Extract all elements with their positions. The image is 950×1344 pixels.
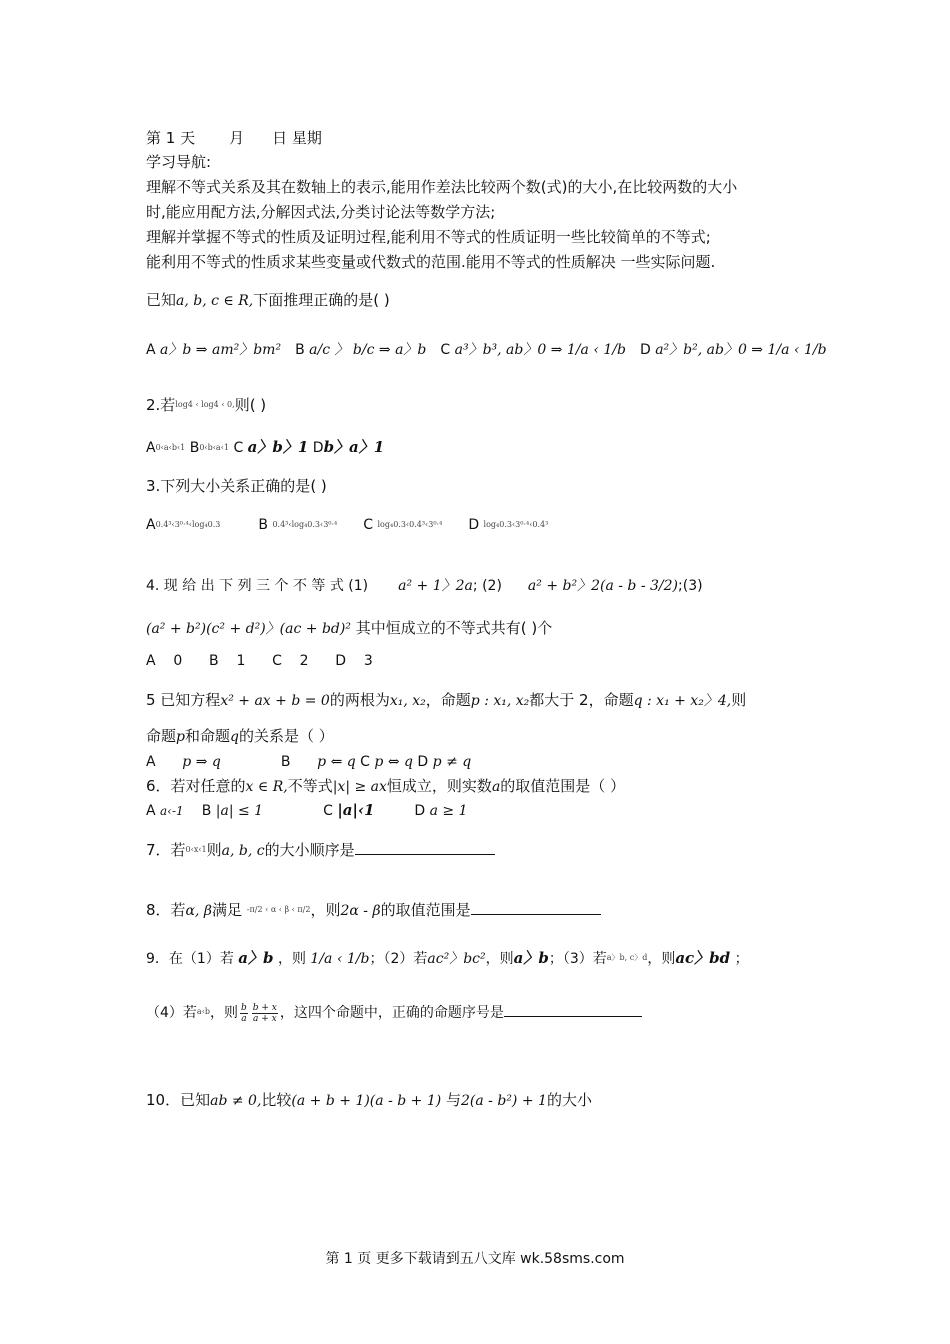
question-9-line-1 [146,948,749,969]
q3-option-c[interactable] [363,515,442,535]
q2-option-c[interactable] [233,437,308,458]
q7-condition: 0‹x‹1 [185,845,207,854]
option-math: |a| ≤ 1 [215,803,264,819]
option-math: 0.4³‹log₄0.3‹3⁰·⁴ [272,520,338,529]
q8-text: 8．若 [146,901,186,919]
option-label: A [146,653,156,669]
question-2-options [146,437,384,458]
q5-text: ，命题 [425,691,471,709]
day-header [146,128,322,148]
q6-math: x ∈ R, [245,779,288,795]
q10-math: 2(a - b²) + 1 [461,1093,547,1109]
question-6-stem [146,776,625,797]
option-math: p ⇒ q [182,754,221,770]
q9-condition: a‹b [196,1007,211,1016]
q5-prop-q: q : x₁ + x₂〉4, [633,693,732,709]
q9-text: 9．在（1）若 [146,951,234,967]
q9-text: ，则 [647,951,676,967]
q6-option-d[interactable] [414,801,467,821]
option-label: C [323,803,333,819]
q4-option-c[interactable] [272,651,309,671]
option-math: log₄0.3‹0.4³‹3⁰·⁴ [377,520,443,529]
q5-roots: x₁, x₂ [389,693,426,709]
q10-text: 比较 [261,1091,292,1109]
q4-suffix: 其中恒成立的不等式共有( )个 [355,619,553,637]
question-8 [146,900,601,921]
q9-text: ，这四个命题中，正确的命题序号是 [279,1005,504,1021]
guide-line: 理解并掌握不等式的性质及证明过程,能利用不等式的性质证明一些比较简单的不等式; [146,228,711,246]
guide-title: 学习导航: [146,153,212,171]
option-label: D [312,440,324,456]
option-label: B [280,754,291,770]
question-3-options [146,515,548,535]
option-math: a³〉b³, ab〉0 ⇒ 1/a ‹ 1/b [454,342,626,358]
option-label: D [335,653,347,669]
option-label: D [468,517,480,533]
option-label: A [146,440,156,456]
q4-inequality-3: (a² + b²)(c² + d²)〉(ac + bd)² [146,621,351,637]
q4-option-d[interactable] [335,651,373,671]
question-5-line-2 [146,726,334,747]
month-label: 月 [229,129,245,147]
q10-text: 10．已知 [146,1091,211,1109]
q8-math: α, β [185,903,212,919]
q5-text: 则 [731,691,747,709]
fraction-denominator: a [241,1013,247,1024]
q9-math: ac〉bd [675,949,731,967]
guide-line: 理解不等式关系及其在数轴上的表示,能用作差法比较两个数(式)的大小,在比较两数的大小 [146,178,738,196]
q9-fraction-left [240,1003,248,1024]
q5-prefix: 5 已知方程 [146,691,221,709]
q9-math: 1/a ‹ 1/b [310,951,370,967]
q2-suffix: 则( ) [234,396,267,414]
question-5-options [146,752,471,772]
option-label: D [639,342,651,358]
option-math: p ⇔ q [374,754,413,770]
q7-answer-blank[interactable] [355,840,495,855]
q3-option-a[interactable] [146,515,220,535]
question-4-options [146,651,373,671]
q10-text: 与 [446,1091,462,1109]
q6-math: a [491,779,501,795]
q10-math: (a + b + 1)(a - b + 1) [291,1093,442,1109]
week-label: 星期 [291,129,322,147]
q4-inequality-2: a² + b²〉2(a - b - 3/2) [527,578,679,594]
q1-prefix: 已知 [146,291,177,309]
question-9-line-2 [146,1002,642,1024]
option-math: 0‹b‹a‹1 [199,443,229,452]
q8-condition: -π/2 ‹ α ‹ β ‹ π/2 [246,905,311,914]
question-3-stem: 3.下列大小关系正确的是( ) [146,477,327,495]
q1-option-c[interactable] [440,340,626,360]
option-value: 1 [236,653,246,669]
q7-text: 7．若 [146,841,186,859]
q7-text: 的大小顺序是 [264,841,355,859]
q9-math: a〉b [513,949,549,967]
fraction-denominator: a + x [252,1013,277,1024]
option-label: A [146,342,156,358]
q9-math: a〉b [238,949,274,967]
date-label: 日 [272,129,288,147]
option-label: C [360,754,370,770]
option-math: 0.4³‹3⁰·⁴‹log₄0.3 [155,520,221,529]
q1-option-b[interactable] [295,340,426,360]
q9-text: ，则 [485,951,514,967]
option-label: D [414,803,426,819]
option-math: p ⇐ q [317,754,356,770]
q5-text: 都大于 2，命题 [529,691,634,709]
q1-math: a, b, c ∈ R, [176,293,254,309]
q6-text: 恒成立，则实数 [386,777,492,795]
question-7 [146,840,495,861]
q6-math: |x| ≥ ax [332,779,387,795]
option-value: 3 [363,653,373,669]
q5-option-b[interactable] [281,752,356,772]
fraction-numerator: b [241,1002,247,1013]
option-label: A [146,754,156,770]
option-math: a‹-1 [160,804,184,818]
q8-math: 2α - β [340,903,381,919]
option-label: C [233,440,244,456]
q3-option-d[interactable] [468,515,548,535]
q9-condition: a〉b, c〉d [606,953,648,962]
q8-text: 满足 [212,901,243,919]
q10-text: 的大小 [546,1091,592,1109]
question-1-stem [146,290,390,311]
option-label: A [146,803,156,819]
option-label: B [295,342,305,358]
q6-option-a[interactable] [146,801,184,821]
option-label: B [189,440,200,456]
q5-equation: x² + ax + b = 0 [220,693,330,709]
option-label: B [209,653,219,669]
q6-option-c[interactable] [323,800,374,821]
q3-option-b[interactable] [258,515,337,535]
q6-option-b[interactable] [202,801,263,821]
option-math: a/c 〉 b/c ⇒ a〉b [309,342,427,358]
q4-option-b[interactable] [209,651,245,671]
q2-math: log4 ‹ log4 ‹ 0, [175,400,235,409]
q1-option-d[interactable] [640,340,827,360]
q8-text: ，则 [310,901,341,919]
q5-option-d[interactable] [417,752,471,772]
option-math: a〉b〉1 [247,438,309,456]
question-2-stem [146,395,266,415]
q4-prefix: 4. 现 给 出 下 列 三 个 不 等 式 (1) [146,578,369,594]
q1-suffix: 下面推理正确的是( ) [253,291,390,309]
page-footer: 第 1 页 更多下载请到五八文库 wk.58sms.com [325,1251,625,1267]
question-10 [146,1090,592,1111]
question-5-line-1 [146,690,746,711]
q9-text: ，则 [210,1005,239,1021]
option-value: 0 [173,653,183,669]
option-math: p ≠ q [432,754,472,770]
option-label: D [417,754,429,770]
q9-text: （4）若 [146,1005,197,1021]
question-1-options [146,340,827,360]
option-label: B [201,803,212,819]
q5-option-a[interactable] [146,752,221,772]
q5-text: 命题 [146,727,177,745]
q2-prefix: 2.若 [146,396,176,414]
question-4-line-1 [146,576,703,596]
q9-text: ； [734,951,749,967]
q7-text: 则 [206,841,222,859]
question-4-line-2 [146,618,552,639]
q1-option-a[interactable] [146,340,281,360]
q4-separator: ;(3) [678,578,703,594]
q5-text: 的关系是（ ） [238,727,334,745]
q4-option-a[interactable] [146,651,182,671]
q6-text: 的取值范围是（ ） [500,777,626,795]
option-math: 0‹a‹b‹1 [155,443,186,452]
option-math: log₄0.3‹3⁰·⁴‹0.4³ [483,520,549,529]
q9-text: ；（3）若 [548,951,607,967]
q2-option-b[interactable] [190,438,229,458]
q5-p: p [176,729,185,745]
q5-option-c[interactable] [360,752,413,772]
day-label: 第 1 天 [146,129,196,147]
q9-answer-blank[interactable] [504,1002,642,1017]
q9-math: ac²〉bc² [427,951,486,967]
fraction-numerator: b + x [252,1002,277,1013]
option-label: C [272,653,282,669]
option-label: B [258,517,268,533]
option-math: a²〉b², ab〉0 ⇒ 1/a ‹ 1/b [655,342,827,358]
q5-prop-p: p : x₁, x₂ [470,693,530,709]
question-6-options [146,800,468,821]
q5-text: 的两根为 [329,691,390,709]
q9-fraction-right [252,1003,278,1024]
q4-separator: ; (2) [472,578,502,594]
q6-text: 6．若对任意的 [146,777,246,795]
q10-math: ab ≠ 0, [210,1093,262,1109]
option-value: 2 [299,653,309,669]
guide-line: 时,能应用配方法,分解因式法,分类讨论法等数学方法; [146,203,496,221]
guide-line: 能利用不等式的性质求某些变量或代数式的范围.能用不等式的性质解决 一些实际问题. [146,253,716,271]
option-label: C [363,517,374,533]
q5-q: q [230,729,239,745]
option-math: b〉a〉1 [323,438,385,456]
q4-inequality-1: a² + 1〉2a [398,578,473,594]
option-label: A [146,517,156,533]
q2-option-a[interactable] [146,438,185,458]
option-math: |a|‹1 [337,801,375,819]
q9-text: ，则 [277,951,306,967]
q8-answer-blank[interactable] [471,900,601,915]
q6-text: 不等式 [287,777,333,795]
option-math: a ≥ 1 [429,803,468,819]
q2-option-d[interactable] [313,437,384,458]
q5-text: 和命题 [184,727,230,745]
option-label: C [440,342,451,358]
q8-text: 的取值范围是 [380,901,471,919]
option-math: a〉b ⇒ am²〉bm² [160,342,282,358]
q9-text: ；（2）若 [369,951,428,967]
q7-math: a, b, c [221,843,265,859]
